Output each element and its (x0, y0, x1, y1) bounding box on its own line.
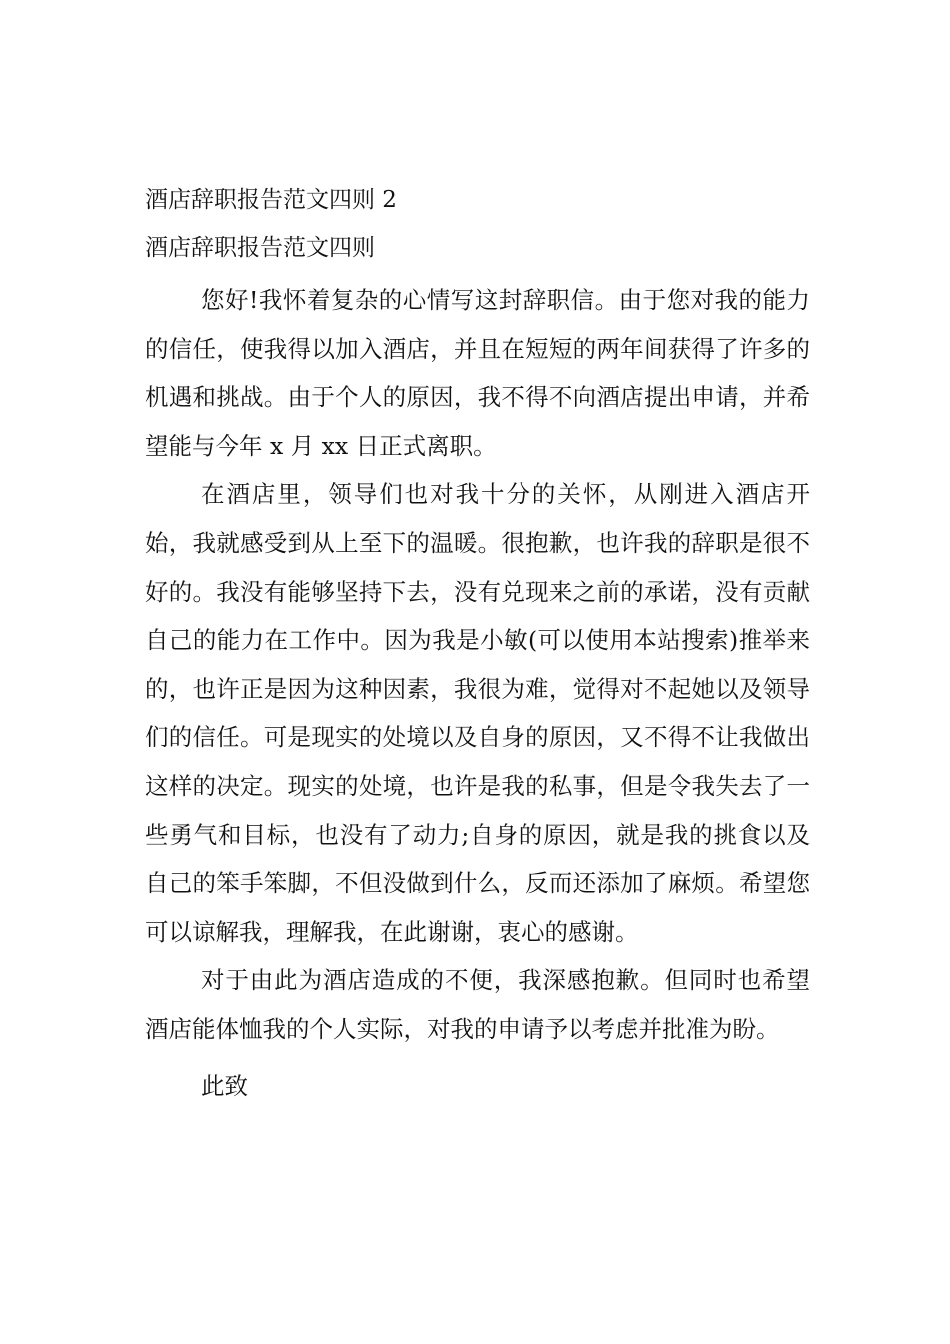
document-title: 酒店辞职报告范文四则 2 (145, 187, 397, 213)
letter-body (145, 276, 810, 1110)
paragraph-opening: 您好!我怀着复杂的心情写这封辞职信。由于您对我的能力的信任，使我得以加入酒店，并且在短短的两年间获得了许多的机遇和挑战。由于个人的原因，我不得不向酒店提出申请，并希望能与今年 x 月 xx 日正式离职。 (145, 286, 810, 460)
paragraph-apology: 对于由此为酒店造成的不便，我深感抱歉。但同时也希望酒店能体恤我的个人实际，对我的申请予以考虑并批准为盼。 (145, 966, 810, 1043)
document-subtitle: 酒店辞职报告范文四则 (145, 235, 375, 261)
closing-salutation: 此致 (201, 1071, 248, 1100)
paragraph-reasons: 在酒店里，领导们也对我十分的关怀，从刚进入酒店开始，我就感受到从上至下的温暖。很抱歉，也许我的辞职是很不好的。我没有能够坚持下去，没有兑现来之前的承诺，没有贡献自己的能力在工作中。因为我是小敏(可以使用本站搜索)推举来的，也许正是因为这种因素，我很为难，觉得对不起她以及领导们的信任。可是现实的处境以及自身的原因，又不得不让我做出这样的决定。现实的处境，也许是我的私事，但是令我失去了一些勇气和目标，也没有了动力;自身的原因，就是我的挑食以及自己的笨手笨脚，不但没做到什么，反而还添加了麻烦。希望您可以谅解我，理解我，在此谢谢，衷心的感谢。 (145, 480, 810, 946)
